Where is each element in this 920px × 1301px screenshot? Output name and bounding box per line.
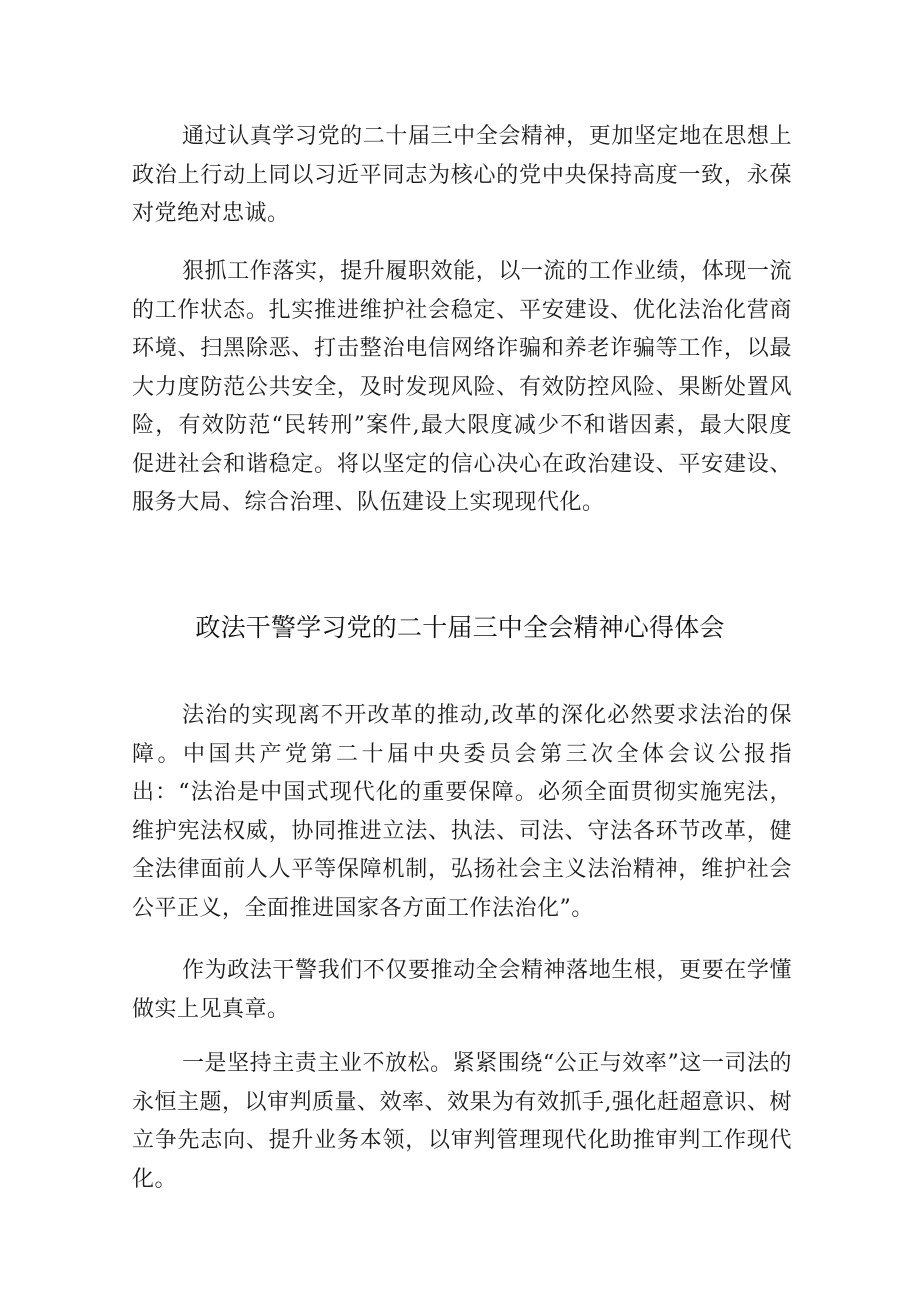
paragraph-officer-duty: 作为政法干警我们不仅要推动全会精神落地生根，更要在学懂做实上见真章。 — [132, 958, 792, 1022]
section-title: 政法干警学习党的二十届三中全会精神心得体会 — [195, 613, 725, 642]
paragraph-rule-of-law: 法治的实现离不开改革的推动,改革的深化必然要求法治的保障。中国共产党第二十届中央委员会第三次全体会议公报指出：“法治是中国式现代化的重要保障。必须全面贯彻实施宪法，维护宪法权威，协同推进立法、执法、司法、守法各环节改革，健全法律面前人人平等保障机制，弘扬社会主义法治精神，维护社会公平正义，全面推进国家各方面工作法治化”。 — [132, 703, 792, 921]
paragraph-loyalty: 通过认真学习党的二十届三中全会精神，更加坚定地在思想上政治上行动上同以习近平同志为核心的党中央保持高度一致，永葆对党绝对忠诚。 — [132, 124, 792, 226]
paragraph-work-implementation: 狠抓工作落实，提升履职效能，以一流的工作业绩，体现一流的工作状态。扎实推进维护社会稳定、平安建设、优化法治化营商环境、扫黑除恶、打击整治电信网络诈骗和养老诈骗等工作，以最大力度防范公共安全，及时发现风险、有效防控风险、果断处置风险，有效防范“民转刑”案件,最大限度减少不和谐因素，最大限度促进社会和谐稳定。将以坚定的信心决心在政治建设、平安建设、服务大局、综合治理、队伍建设上实现现代化。 — [132, 259, 792, 515]
paragraph-point-one: 一是坚持主责主业不放松。紧紧围绕“公正与效率”这一司法的永恒主题，以审判质量、效率、效果为有效抓手,强化赶超意识、树立争先志向、提升业务本领，以审判管理现代化助推审判工作现代化。 — [132, 1051, 792, 1192]
